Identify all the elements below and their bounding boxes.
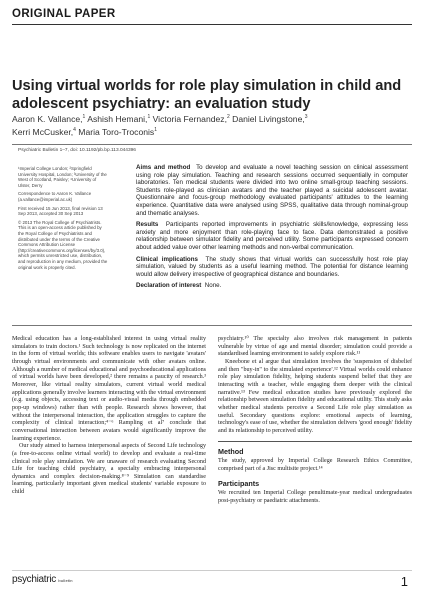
section-heading-method: Method bbox=[218, 446, 244, 456]
abstract-results-text: Participants reported improvements in psychiatric skills/knowledge, expressing less anxiety and more enjoyment than role-playing face to face. Data demonstrated a positive relationship between simulator fidelity and perceived utility. Some participants expressed concern about added value over other learning methods and non-verbal communication. bbox=[136, 221, 408, 251]
section-rule bbox=[218, 441, 412, 442]
received-dates: First received 15 Jun 2013, final revision 13 Sep 2013, accepted 30 Sep 2013 bbox=[18, 205, 103, 217]
abstract bbox=[136, 164, 408, 294]
article-sidebar bbox=[18, 166, 108, 273]
body-column-right bbox=[218, 336, 412, 505]
logo-main: psychiatric bbox=[12, 574, 56, 585]
footer-rule bbox=[12, 570, 412, 571]
body-paragraph: Our study aimed to harness interpersonal aspects of Second Life technology (a free-to-access online virtual world) to develop and evaluate a real-time clinical role play simulation. We are unaware of research evaluating Second Life for teaching child psychiatry, a specialty embracing interpersonal dynamics and complex decision-making.⁸⁻⁹ Simulation can standardise learning, particularly important given medical students' variable exposure to child bbox=[12, 443, 206, 496]
body-paragraph: psychiatry.¹⁰ The specialty also involves risk management in patients vulnerable by virtue of age and mental disorder; simulation could provide a standardised learning environment to safely explore risk.¹¹ bbox=[218, 336, 412, 358]
citation-line: Psychiatric Bulletin 1–7, doi: 10.1192/pb.bp.113.044396 bbox=[18, 148, 136, 153]
abstract-implications bbox=[136, 256, 408, 279]
abstract-aims-text: To develop and evaluate a novel teaching session on clinical assessment using role play simulation. Teaching and research sessions occurred sequentially in computer laboratories. Ten medical students were divided into two online small-group teaching sessions. Students role-played as clinician avatars and the teacher played a suicidal adolescent avatar. Questionnaire and focus-group methodology evaluated participants' attitudes to the learning experience. Quantitative data were analysed using SPSS, qualitative data through nominal-group and thematic analyses. bbox=[136, 164, 408, 217]
author-affiliation-mark: 2 bbox=[226, 114, 230, 120]
abstract-declaration bbox=[136, 282, 408, 290]
author-list bbox=[12, 112, 412, 139]
header-rule bbox=[12, 24, 412, 25]
page-number: 1 bbox=[400, 574, 408, 589]
author-affiliation-mark: 4 bbox=[73, 127, 76, 134]
author-name: Maria Toro-Troconis bbox=[75, 127, 155, 138]
author-affiliation-mark: 3 bbox=[304, 114, 308, 120]
author-affiliation-mark: 1 bbox=[147, 114, 151, 120]
article-title: Using virtual worlds for role play simulation in child and adolescent psychiatry: an evaluation study bbox=[12, 78, 402, 112]
body-paragraph: We recruited ten Imperial College penultimate-year medical undergraduates post-psychiatry or paediatric attachments. bbox=[218, 490, 412, 504]
author-name: Victoria Fernandez, bbox=[150, 113, 227, 124]
abstract-results-label: Results bbox=[136, 221, 159, 229]
affiliations: ¹Imperial College London; ²Springfield University Hospital, London; ³University of the West of Scotland, Paisley; ⁴University of Ulster, Derry bbox=[18, 166, 107, 188]
body-paragraph: Medical education has a long-established interest in using virtual reality simulators to train doctors.¹ Such technology is now replicated on the internet in the form of virtual worlds; this software enables users to navigate 'avatars' through virtual environments and communicate with other avatars online. Although a number of medical educational and psychoeducational applications of virtual worlds have been developed,² there remains a paucity of research.³ Moreover, like virtual reality simulators, current virtual world medical applications generally involve learners interacting with the virtual environment (e.g. using objects, accessing text or audio-visual media through embedded pop-up windows) rather than with people. Research shows however, that without the interpersonal interaction, the application struggles to capture the complexity of clinical interaction;⁴⁻⁶ Rampling et al⁷ conclude that conversational interaction between avatars would significantly improve the learning experience. bbox=[12, 336, 206, 442]
license-notice: © 2013 The Royal College of Psychiatrists. This is an open-access article published by the Royal College of Psychiatrists and distributed under the terms of the Creative Commons Attribution License (http://creativecommons.org/licenses/by/3.0), which permits unrestricted use, distribution, and reproduction in any medium, provided the original work is properly cited. bbox=[18, 219, 108, 270]
body-column-left bbox=[12, 336, 206, 497]
section-heading-participants: Participants bbox=[218, 478, 260, 488]
author-name: Aaron K. Vallance, bbox=[12, 113, 83, 124]
author-name: Daniel Livingstone, bbox=[229, 113, 305, 124]
body-paragraph: The study, approved by Imperial College Research Ethics Committee, comprised part of a Jisc multisite project.¹⁴ bbox=[218, 458, 412, 472]
body-paragraph: Kneebone et al argue that simulation involves the 'suspension of disbelief and then "buy-in" to the simulated experience'.¹² Virtual worlds could enhance role play simulation fidelity, helping students suspend belief that they are interacting with a teacher, while engaging them deeper with the clinical narrative.¹³ Few medical education studies have previously explored the relationship between simulation fidelity and educational utility. This study asks whether medical students perceive a Second Life role play simulation as useful. Secondary questions explore: emotional aspects of learning, technology's ease of use, whether the simulation delivers 'good enough' fidelity and its relationship to perceived utility. bbox=[218, 358, 412, 434]
journal-logo bbox=[12, 574, 73, 585]
correspondence: Correspondence to Aaron K. Vallance (a.vallance@imperial.ac.uk) bbox=[18, 191, 92, 202]
logo-sub: bulletin bbox=[58, 578, 73, 583]
abstract-aims-label: Aims and method bbox=[136, 164, 191, 171]
abstract-results bbox=[136, 221, 408, 251]
author-name: Ashish Hemani, bbox=[85, 113, 148, 124]
abstract-declaration-text: None. bbox=[204, 282, 222, 290]
author-affiliation-mark: 1 bbox=[82, 114, 86, 120]
section-label: ORIGINAL PAPER bbox=[12, 8, 116, 20]
abstract-implications-text: The study shows that virtual worlds can successfully host role play simulation, valued by students as a useful learning method. The potential for distance learning would allow delivery irrespective of geographical distance and boundaries. bbox=[136, 255, 408, 278]
abstract-implications-label: Clinical implications bbox=[136, 255, 198, 263]
abstract-declaration-label: Declaration of interest bbox=[136, 282, 202, 290]
author-name: Kerri McCusker, bbox=[12, 127, 74, 138]
abstract-aims bbox=[136, 164, 408, 217]
author-affiliation-mark: 1 bbox=[154, 127, 158, 134]
